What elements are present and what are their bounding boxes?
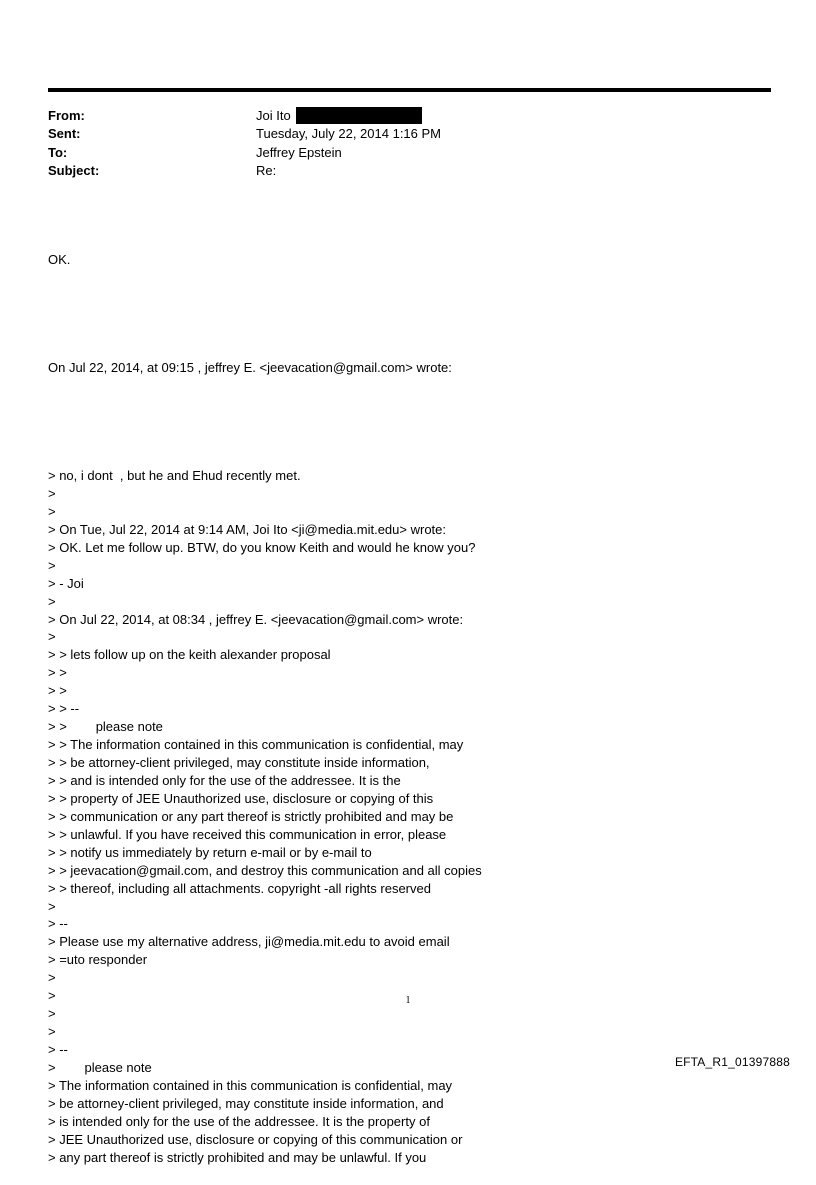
quoted-line: >: [48, 503, 56, 519]
quoted-line: > please note: [48, 1059, 152, 1075]
subject-label: Subject:: [48, 162, 100, 178]
quoted-line: > > unlawful. If you have received this communication in error, please: [48, 826, 447, 842]
quoted-line: > >: [48, 665, 67, 681]
quoted-line: > =uto responder: [48, 952, 148, 968]
quoted-line: > - Joi: [48, 575, 84, 591]
from-value: [256, 107, 422, 125]
quoted-line: >: [48, 557, 56, 573]
to-label: To:: [48, 144, 68, 160]
quoted-line: > > jeevacation@gmail.com, and destroy this communication and all copies: [48, 862, 482, 878]
quoted-line: > Please use my alternative address, ji@media.mit.edu to avoid email: [48, 934, 450, 950]
quoted-line: > be attorney-client privileged, may constitute inside information, and: [48, 1095, 444, 1111]
quoted-line: >: [48, 1024, 56, 1040]
document-id: EFTA_R1_01397888: [674, 1055, 790, 1069]
page-number: 1: [405, 995, 411, 1006]
quoted-line: > On Jul 22, 2014, at 08:34 , jeffrey E. <jeevacation@gmail.com> wrote:: [48, 611, 464, 627]
quoted-line: > > be attorney-client privileged, may constitute inside information,: [48, 755, 430, 770]
quoted-line: > > please note: [48, 719, 163, 735]
quoted-line: > > and is intended only for the use of the addressee. It is the: [48, 772, 401, 788]
greeting: OK.: [48, 252, 71, 267]
subject-value: Re:: [256, 162, 277, 178]
quoted-line: > > The information contained in this communication is confidential, may: [48, 737, 464, 753]
quoted-line: > > --: [48, 701, 80, 717]
sent-label: Sent:: [48, 126, 81, 142]
spacer: [48, 305, 771, 323]
quoted-line: > > communication or any part thereof is strictly prohibited and may be: [48, 808, 454, 824]
quoted-line: > --: [48, 916, 68, 932]
quoted-thread: [48, 467, 771, 1167]
quoted-line: >: [48, 898, 56, 914]
quoted-line: >: [48, 593, 56, 609]
quoted-line: > no, i dont , but he and Ehud recently met.: [48, 468, 301, 483]
quoted-line: > > lets follow up on the keith alexander proposal: [48, 647, 331, 663]
to-value: Jeffrey Epstein: [256, 144, 342, 160]
attribution-line: On Jul 22, 2014, at 09:15 , jeffrey E. <jeevacation@gmail.com> wrote:: [48, 360, 452, 375]
quoted-line: > is intended only for the use of the addressee. It is the property of: [48, 1113, 430, 1129]
from-label: From:: [48, 108, 85, 123]
redaction-block: [296, 107, 422, 124]
from-row: [48, 107, 771, 125]
quoted-line: > OK. Let me follow up. BTW, do you know Keith and would he know you?: [48, 539, 476, 555]
quoted-line: >: [48, 1006, 56, 1022]
header-divider: [48, 88, 771, 92]
sender-name: Joi Ito: [256, 108, 291, 123]
quoted-line: > The information contained in this communication is confidential, may: [48, 1077, 453, 1093]
to-row: [48, 144, 771, 162]
quoted-line: > any part thereof is strictly prohibited and may be unlawful. If you: [48, 1149, 427, 1165]
spacer: [48, 413, 771, 431]
email-header: [48, 107, 771, 180]
quoted-line: >: [48, 988, 56, 1004]
quoted-line: > > notify us immediately by return e-mail or by e-mail to: [48, 844, 372, 860]
quoted-line: > > property of JEE Unauthorized use, disclosure or copying of this: [48, 790, 434, 806]
quoted-line: >: [48, 970, 56, 986]
quoted-line: >: [48, 485, 56, 501]
quoted-line: > On Tue, Jul 22, 2014 at 9:14 AM, Joi Ito <ji@media.mit.edu> wrote:: [48, 521, 446, 537]
quoted-line: > > thereof, including all attachments. copyright -all rights reserved: [48, 880, 431, 896]
quoted-line: > JEE Unauthorized use, disclosure or copying of this communication or: [48, 1131, 463, 1147]
quoted-line: > --: [48, 1042, 68, 1057]
quoted-line: >: [48, 629, 56, 645]
subject-row: [48, 162, 771, 180]
sent-value: Tuesday, July 22, 2014 1:16 PM: [256, 126, 441, 142]
sent-row: [48, 125, 771, 143]
quoted-line: > >: [48, 683, 67, 699]
email-body: [48, 215, 771, 1185]
